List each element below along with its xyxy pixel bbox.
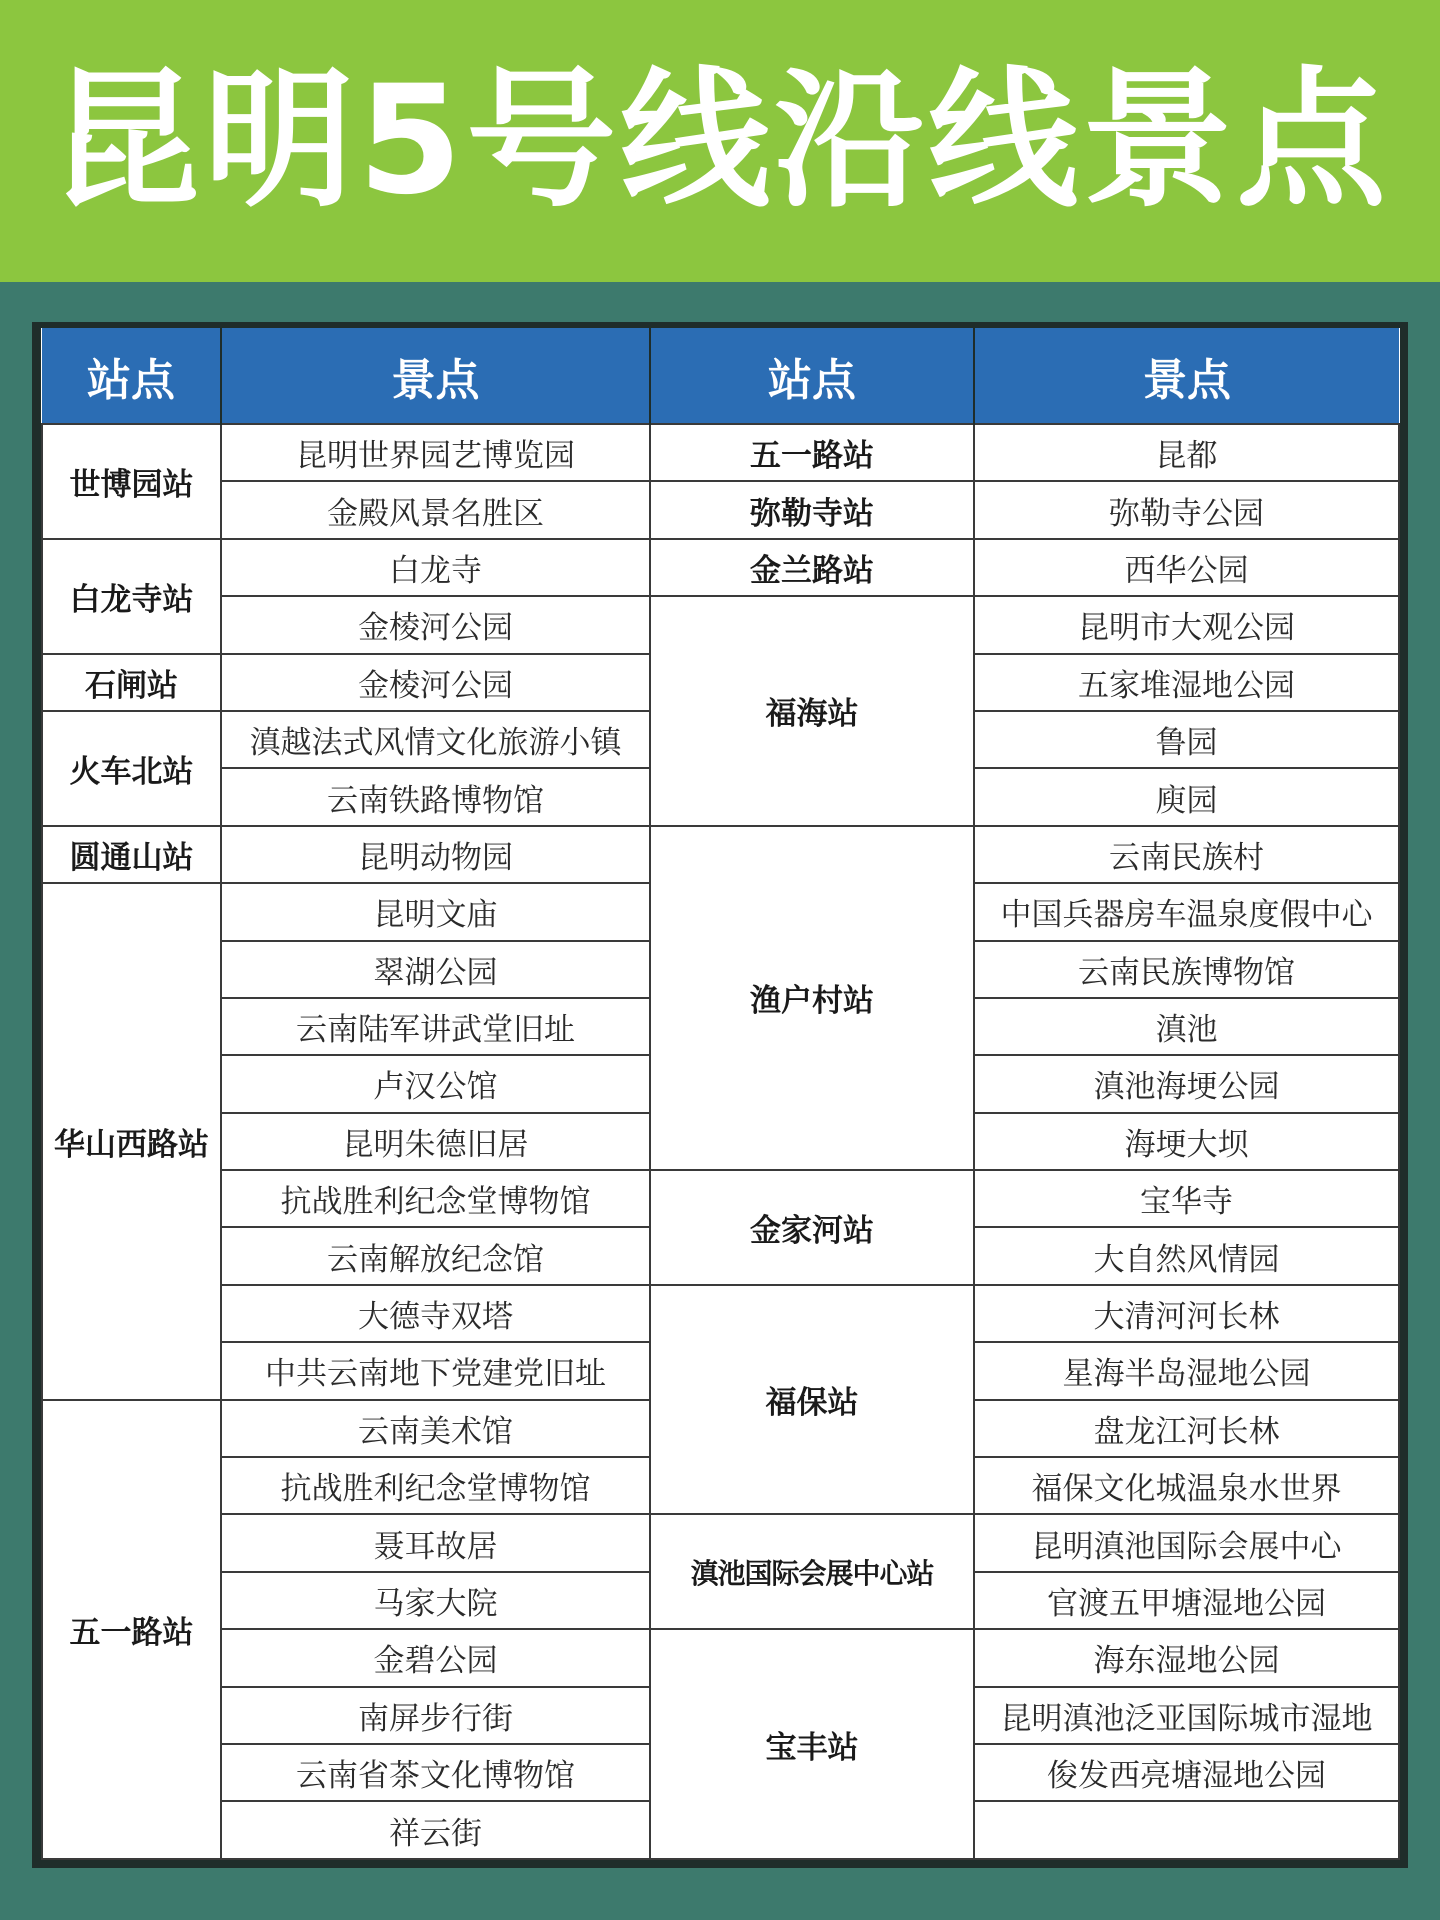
- station-cell: 金家河站: [650, 1170, 974, 1285]
- title-banner: [0, 0, 1440, 282]
- header-spot-right: 景点: [974, 328, 1399, 424]
- attraction-cell: 金棱河公园: [221, 654, 650, 711]
- station-cell: 福保站: [650, 1285, 974, 1515]
- attraction-cell: 云南民族村: [974, 826, 1399, 883]
- station-cell: 世博园站: [42, 424, 221, 539]
- header-station-left: 站点: [42, 328, 221, 424]
- station-cell: 圆通山站: [42, 826, 221, 883]
- attraction-cell: 海埂大坝: [974, 1113, 1399, 1170]
- attraction-cell: 昆明文庙: [221, 883, 650, 940]
- page-title: 昆明5号线沿线景点: [49, 54, 1391, 228]
- attraction-cell: 金碧公园: [221, 1629, 650, 1686]
- attraction-cell: 福保文化城温泉水世界: [974, 1457, 1399, 1514]
- table-body: [42, 424, 1399, 1859]
- attraction-cell: 大清河河长林: [974, 1285, 1399, 1342]
- header-station-right: 站点: [650, 328, 974, 424]
- station-cell: 福海站: [650, 596, 974, 826]
- table-row: [42, 1514, 1399, 1571]
- table-row: [42, 596, 1399, 653]
- attraction-cell: 海东湿地公园: [974, 1629, 1399, 1686]
- attraction-cell: 抗战胜利纪念堂博物馆: [221, 1457, 650, 1514]
- station-cell: 滇池国际会展中心站: [650, 1514, 974, 1629]
- attraction-cell: 南屏步行街: [221, 1687, 650, 1744]
- attraction-cell: 宝华寺: [974, 1170, 1399, 1227]
- attraction-cell: 滇越法式风情文化旅游小镇: [221, 711, 650, 768]
- attractions-table: [41, 328, 1400, 1860]
- station-cell: 白龙寺站: [42, 539, 221, 654]
- station-cell: 弥勒寺站: [650, 481, 974, 538]
- attraction-cell: 官渡五甲塘湿地公园: [974, 1572, 1399, 1629]
- attraction-cell: 星海半岛湿地公园: [974, 1342, 1399, 1399]
- attraction-cell: 云南解放纪念馆: [221, 1227, 650, 1284]
- attraction-cell: 昆明滇池国际会展中心: [974, 1514, 1399, 1571]
- station-cell: 宝丰站: [650, 1629, 974, 1859]
- table-row: [42, 481, 1399, 538]
- table-row: [42, 539, 1399, 596]
- attraction-cell: 云南民族博物馆: [974, 941, 1399, 998]
- attraction-cell: 聂耳故居: [221, 1514, 650, 1571]
- attraction-cell: 昆都: [974, 424, 1399, 481]
- table-row: [42, 424, 1399, 481]
- attraction-cell: 昆明动物园: [221, 826, 650, 883]
- table-row: [42, 1170, 1399, 1227]
- attraction-cell: 中共云南地下党建党旧址: [221, 1342, 650, 1399]
- attraction-cell: 白龙寺: [221, 539, 650, 596]
- attraction-cell: 中国兵器房车温泉度假中心: [974, 883, 1399, 940]
- table-frame: [32, 322, 1408, 1868]
- table-row: [42, 1629, 1399, 1686]
- attraction-cell: 昆明滇池泛亚国际城市湿地: [974, 1687, 1399, 1744]
- attraction-cell: 翠湖公园: [221, 941, 650, 998]
- station-cell: 火车北站: [42, 711, 221, 826]
- table-row: [42, 826, 1399, 883]
- station-cell: 五一路站: [42, 1400, 221, 1859]
- attraction-cell: 弥勒寺公园: [974, 481, 1399, 538]
- station-cell: 渔户村站: [650, 826, 974, 1170]
- table-row: [42, 1285, 1399, 1342]
- header-row: [42, 328, 1399, 424]
- attraction-cell: 五家堆湿地公园: [974, 654, 1399, 711]
- attraction-cell: 金棱河公园: [221, 596, 650, 653]
- attraction-cell: 鲁园: [974, 711, 1399, 768]
- attraction-cell: 金殿风景名胜区: [221, 481, 650, 538]
- attraction-cell: 滇池海埂公园: [974, 1055, 1399, 1112]
- attraction-cell: 云南陆军讲武堂旧址: [221, 998, 650, 1055]
- attraction-cell: 盘龙江河长林: [974, 1400, 1399, 1457]
- station-cell: 华山西路站: [42, 883, 221, 1400]
- attraction-cell: 庾园: [974, 768, 1399, 825]
- station-cell: 石闸站: [42, 654, 221, 711]
- attraction-cell: 昆明市大观公园: [974, 596, 1399, 653]
- attraction-cell: 马家大院: [221, 1572, 650, 1629]
- attraction-cell: 昆明世界园艺博览园: [221, 424, 650, 481]
- station-cell: 五一路站: [650, 424, 974, 481]
- attraction-cell: 祥云街: [221, 1801, 650, 1859]
- attraction-cell: 大德寺双塔: [221, 1285, 650, 1342]
- attraction-cell: 云南铁路博物馆: [221, 768, 650, 825]
- attraction-cell: 云南美术馆: [221, 1400, 650, 1457]
- attraction-cell: 卢汉公馆: [221, 1055, 650, 1112]
- attraction-cell: 大自然风情园: [974, 1227, 1399, 1284]
- attraction-cell: [974, 1801, 1399, 1859]
- attraction-cell: 滇池: [974, 998, 1399, 1055]
- attraction-cell: 云南省茶文化博物馆: [221, 1744, 650, 1801]
- station-cell: 金兰路站: [650, 539, 974, 596]
- attraction-cell: 俊发西亮塘湿地公园: [974, 1744, 1399, 1801]
- attraction-cell: 抗战胜利纪念堂博物馆: [221, 1170, 650, 1227]
- attraction-cell: 昆明朱德旧居: [221, 1113, 650, 1170]
- header-spot-left: 景点: [221, 328, 650, 424]
- attraction-cell: 西华公园: [974, 539, 1399, 596]
